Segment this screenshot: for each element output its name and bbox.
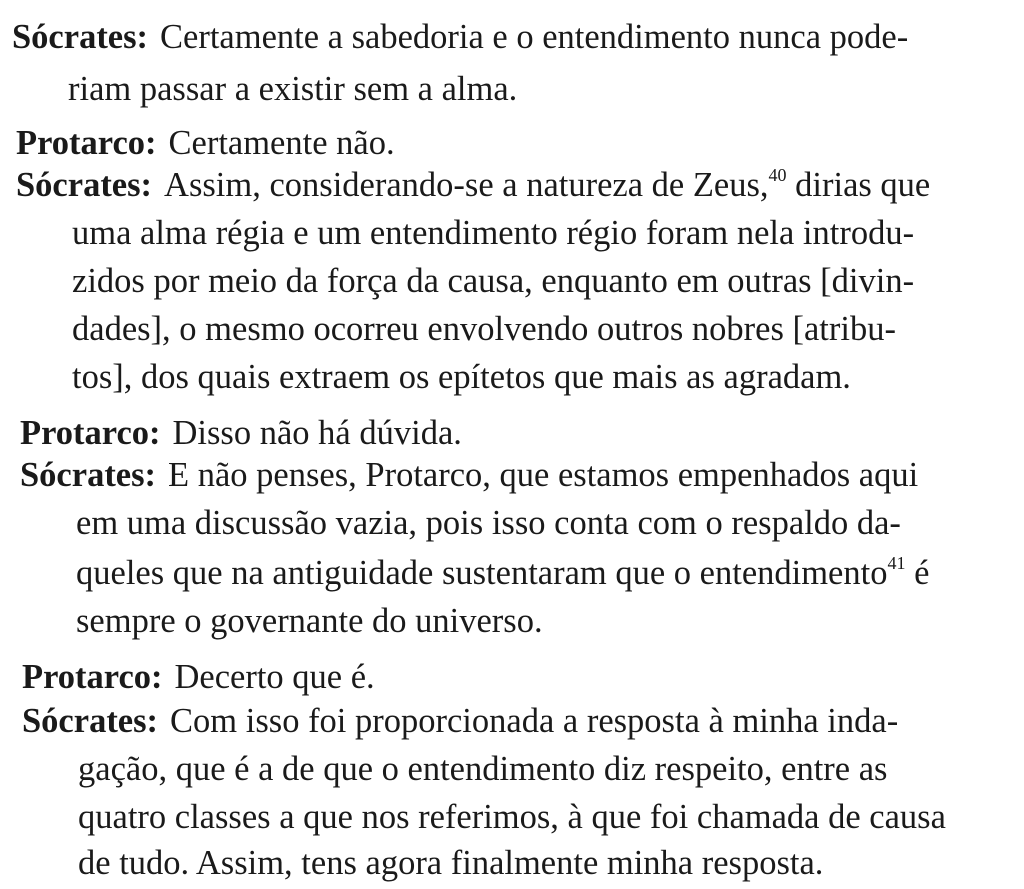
dialogue-text: Decerto que é. [174,658,375,696]
dialogue-line [72,312,896,347]
dialogue-text: quatro classes a que nos referimos, à que foi chamada de causa [78,798,946,836]
dialogue-line [72,360,851,395]
dialogue-text: tos], dos quais extraem os epítetos que mais as agradam. [72,358,851,396]
dialogue-text: dades], o mesmo ocorreu envolvendo outros nobres [atribu- [72,310,896,348]
dialogue-line [12,20,996,55]
dialogue-line [76,506,901,541]
footnote-marker: 41 [887,553,906,573]
dialogue-text: Certamente a sabedoria e o entendimento nunca pode- [160,18,909,56]
speaker-label-socrates: Sócrates: [16,166,153,204]
dialogue-text: queles que na antiguidade sustentaram que o entendimento [76,554,888,592]
dialogue-line [76,553,930,592]
speaker-label-protarco: Protarco: [22,658,163,696]
dialogue-text: zidos por meio da força da causa, enquanto em outras [divin- [72,262,915,300]
dialogue-line [16,126,395,161]
dialogue-line [76,604,543,639]
dialogue-text: uma alma régia e um entendimento régio foram nela introdu- [72,214,915,252]
speaker-label-socrates: Sócrates: [20,456,157,494]
speaker-label-socrates: Sócrates: [12,18,149,56]
dialogue-line [16,165,931,204]
dialogue-line [72,216,914,251]
dialogue-text: Assim, considerando-se a natureza de Zeus, [164,166,769,204]
dialogue-line [72,264,914,299]
dialogue-line [20,416,462,451]
speaker-label-protarco: Protarco: [16,124,157,162]
dialogue-text: sempre o governante do universo. [76,602,543,640]
speaker-label-socrates: Sócrates: [22,702,159,740]
dialogue-line [78,846,823,881]
dialogue-text: Com isso foi proporcionada a resposta à minha inda- [170,702,899,740]
dialogue-line [68,72,517,107]
dialogue-line [22,704,898,739]
dialogue-text: Disso não há dúvida. [172,414,462,452]
dialogue-text: é [914,554,930,592]
dialogue-text: gação, que é a de que o entendimento diz respeito, entre as [78,750,888,788]
dialogue-line [78,752,887,787]
dialogue-line [22,660,375,695]
dialogue-line [78,800,946,835]
dialogue-text: em uma discussão vazia, pois isso conta com o respaldo da- [76,504,901,542]
dialogue-text: Certamente não. [168,124,395,162]
dialogue-text: riam passar a existir sem a alma. [68,70,518,108]
dialogue-text: dirias que [795,166,931,204]
speaker-label-protarco: Protarco: [20,414,161,452]
footnote-marker: 40 [768,165,787,185]
dialogue-line [20,458,918,493]
dialogue-text: de tudo. Assim, tens agora finalmente minha resposta. [78,844,824,882]
dialogue-text: E não penses, Protarco, que estamos empenhados aqui [168,456,919,494]
